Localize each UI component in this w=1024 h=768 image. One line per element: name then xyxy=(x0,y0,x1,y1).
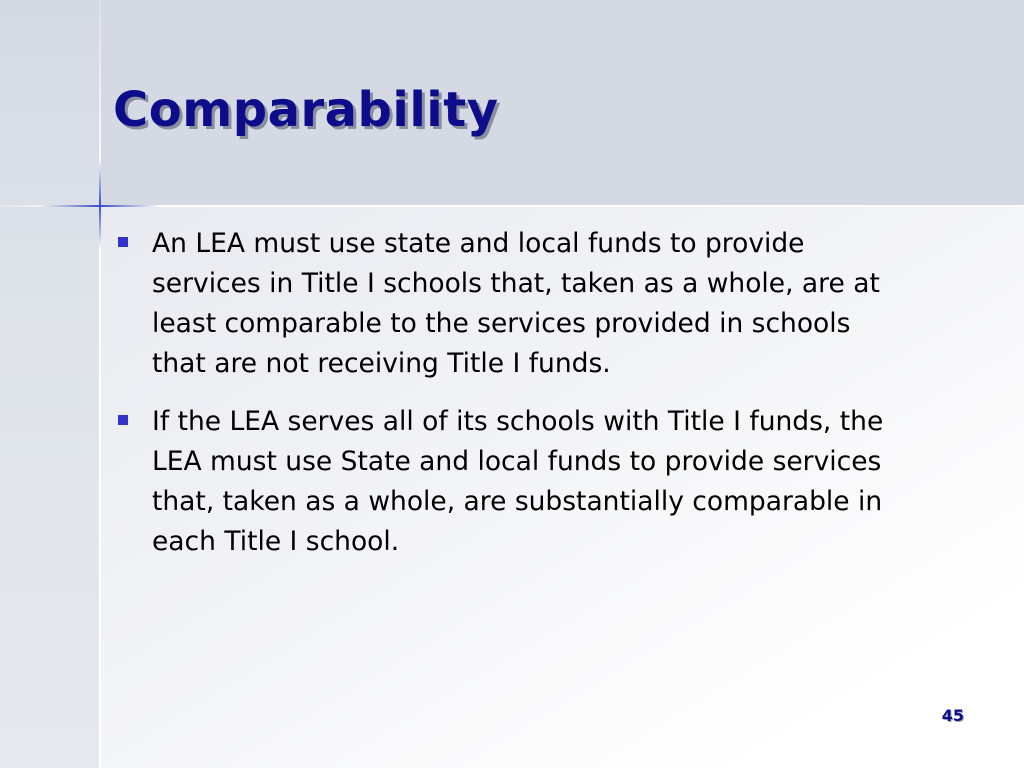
bullet-item xyxy=(118,224,908,384)
sparkle-cross-icon-vertical xyxy=(99,160,101,250)
slide-title: Comparability xyxy=(113,82,499,138)
square-bullet-icon xyxy=(118,415,128,425)
bullet-text: If the LEA serves all of its schools with Title I funds, the LEA must use State and local funds to provide services that, taken as a whole, are substantially comparable in each Title I school. xyxy=(152,406,884,557)
left-band xyxy=(0,0,100,768)
bullet-list xyxy=(118,224,908,580)
bullet-item xyxy=(118,402,908,562)
square-bullet-icon xyxy=(118,237,128,247)
bullet-text: An LEA must use state and local funds to provide services in Title I schools that, taken as a whole, are at least comparable to the services provided in schools that are not receiving Title I funds. xyxy=(152,228,880,379)
vertical-divider xyxy=(99,0,101,768)
slide-number: 45 xyxy=(941,706,964,725)
